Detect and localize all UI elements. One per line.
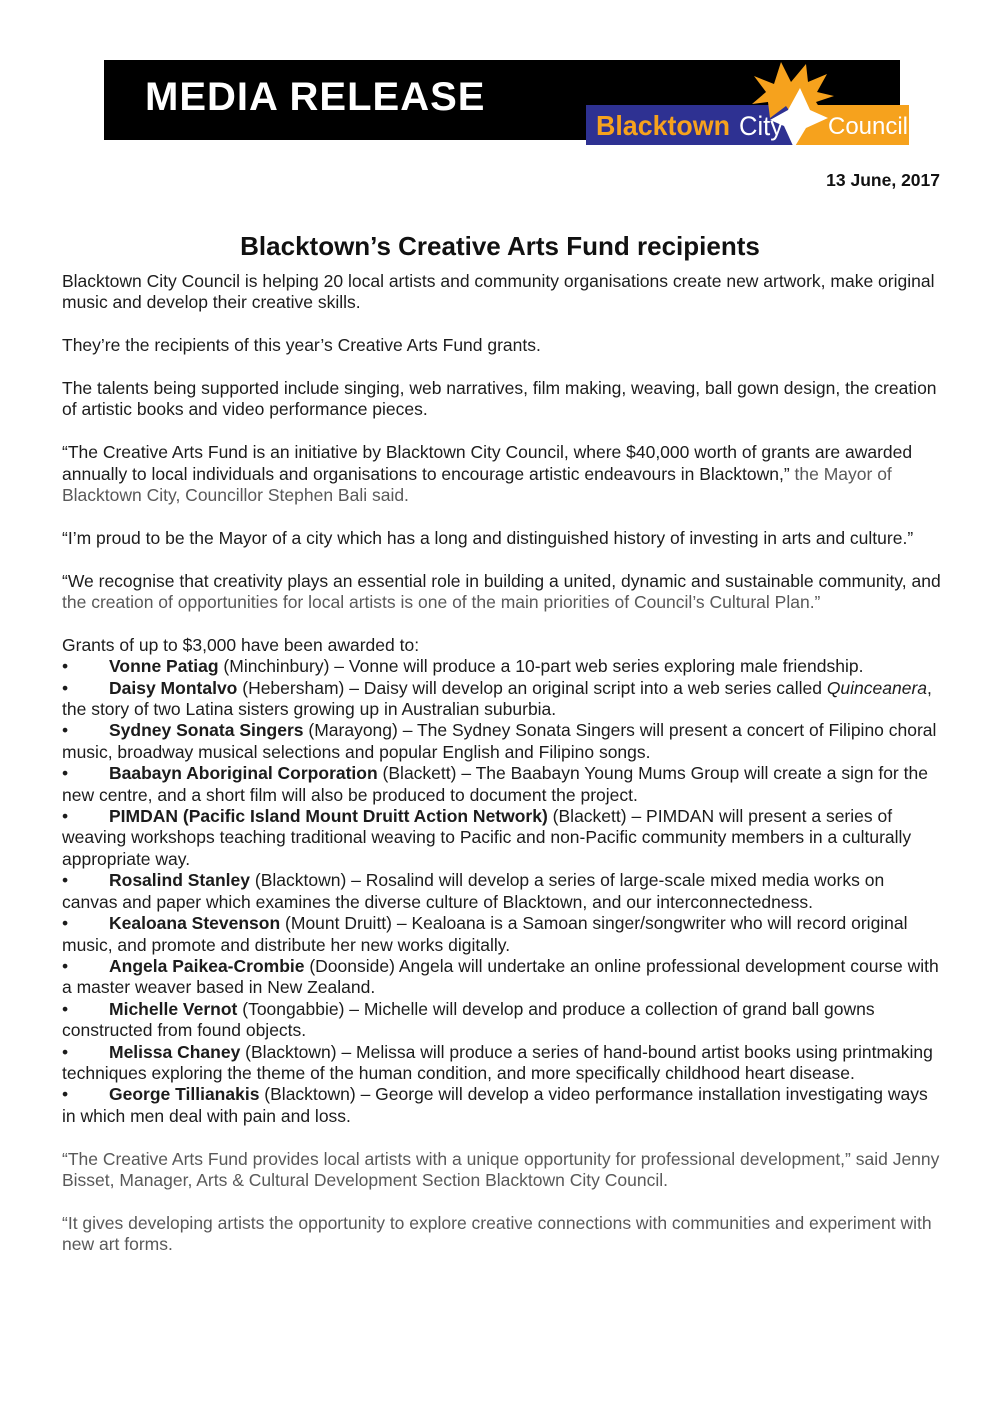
grant-item: • Angela Paikea-Crombie (Doonside) Angela will undertake an online professional development course with a master weaver based in New Zealand. xyxy=(62,955,939,998)
closing-paragraph: “The Creative Arts Fund provides local artists with a unique opportunity for professional development,” said Jenny Bisset, Manager, Arts & Cultural Development Section Blacktown City Council. xyxy=(62,1148,940,1190)
grant-item: • Michelle Vernot (Toongabbie) – Michelle will develop and produce a collection of grand ball gowns constructed from found objects. xyxy=(62,998,875,1041)
bullet-icon: • xyxy=(62,656,69,677)
grant-item: • Kealoana Stevenson (Mount Druitt) – Kealoana is a Samoan singer/songwriter who will record original music, and promote and distribute her new works digitally. xyxy=(62,913,908,955)
bullet-icon: • xyxy=(62,1041,69,1062)
closing-section xyxy=(62,1149,941,1256)
grant-item: • Baabayn Aboriginal Corporation (Blackett) – The Baabayn Young Mums Group will create a sign for the new centre, and a short film will also be produced to document the project. xyxy=(62,763,928,805)
bullet-icon: • xyxy=(62,913,69,934)
intro-paragraph: “I’m proud to be the Mayor of a city which has a long and distinguished history of investing in arts and culture.” xyxy=(62,527,914,548)
header-banner xyxy=(104,60,908,141)
logo-word-council: Council xyxy=(828,113,908,140)
grant-item: • Rosalind Stanley (Blacktown) – Rosalind will develop a series of large-scale mixed media works on canvas and paper which examines the diverse culture of Blacktown, and our interconnectedness. xyxy=(62,870,885,912)
intro-paragraph: Blacktown City Council is helping 20 local artists and community organisations create new artwork, make original music and develop their creative skills. xyxy=(62,271,935,313)
bullet-icon: • xyxy=(62,806,69,827)
bullet-icon: • xyxy=(62,677,69,698)
grants-list xyxy=(62,656,941,1127)
bullet-icon: • xyxy=(62,720,69,741)
grant-item: • PIMDAN (Pacific Island Mount Druitt Action Network) (Blackett) – PIMDAN will present a series of weaving workshops teaching traditional weaving to Pacific and non-Pacific community members in a culturally appropriate way. xyxy=(62,806,912,869)
grant-item: • Vonne Patiag (Minchinbury) – Vonne will produce a 10-part web series exploring male friendship. xyxy=(62,656,864,677)
grant-item: • Melissa Chaney (Blacktown) – Melissa will produce a series of hand-bound artist books using printmaking techniques exploring the theme of the human condition, and more specifically childhood heart disease. xyxy=(62,1041,933,1083)
council-logo xyxy=(582,62,914,148)
bullet-icon: • xyxy=(62,763,69,784)
logo-word-city: City xyxy=(739,111,784,141)
bullet-icon: • xyxy=(62,1084,69,1105)
logo-word-blacktown: Blacktown xyxy=(596,110,730,141)
page-title: Blacktown’s Creative Arts Fund recipients xyxy=(240,231,760,261)
bullet-icon: • xyxy=(62,998,69,1019)
bullet-icon: • xyxy=(62,955,69,976)
banner-title: MEDIA RELEASE xyxy=(145,75,486,119)
grants-lead: Grants of up to $3,000 have been awarded to: xyxy=(62,634,420,655)
intro-paragraph: “We recognise that creativity plays an essential role in building a united, dynamic and sustainable community, and the creation of opportunities for local artists is one of the main priorities of Council’s Cultural Plan.” xyxy=(62,570,941,613)
closing-paragraph: “It gives developing artists the opportunity to explore creative connections with communities and experiment with new art forms. xyxy=(62,1212,932,1255)
intro-paragraph: “The Creative Arts Fund is an initiative by Blacktown City Council, where $40,000 worth of grants are awarded annually to local individuals and organisations to encourage artistic endeavours in Blacktown,” the Mayor of Blacktown City, Councillor Stephen Bali said. xyxy=(62,442,913,506)
date: 13 June, 2017 xyxy=(826,170,940,190)
grant-item: • Daisy Montalvo (Hebersham) – Daisy will develop an original script into a web series called Quinceanera, the story of two Latina sisters growing up in Australian suburbia. xyxy=(62,677,932,720)
intro-paragraph: They’re the recipients of this year’s Creative Arts Fund grants. xyxy=(62,335,541,356)
intro-paragraph: The talents being supported include singing, web narratives, film making, weaving, ball gown design, the creation of artistic books and video performance pieces. xyxy=(62,378,937,420)
grant-item: • Sydney Sonata Singers (Marayong) – The Sydney Sonata Singers will present a concert of Filipino choral music, broadway musical selections and popular English and Filipino songs. xyxy=(62,720,937,762)
document-body xyxy=(62,271,941,1277)
bullet-icon: • xyxy=(62,870,69,891)
grant-item: • George Tillianakis (Blacktown) – George will develop a video performance installation investigating ways in which men deal with pain and loss. xyxy=(62,1084,928,1126)
